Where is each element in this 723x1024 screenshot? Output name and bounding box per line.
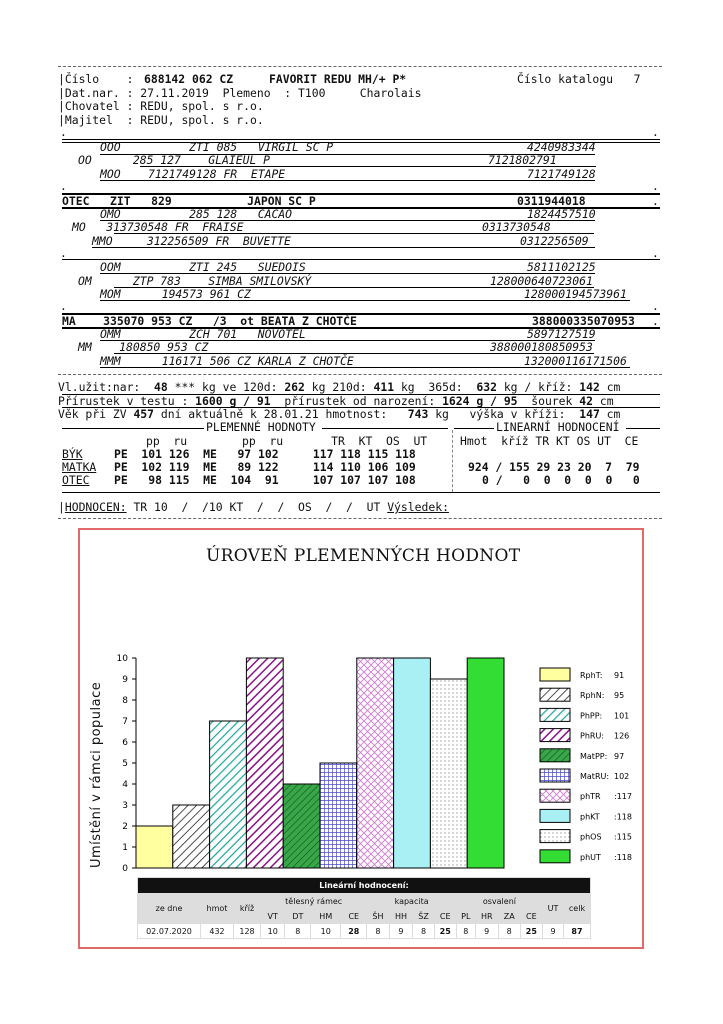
legend-label: MatPP: xyxy=(580,751,608,761)
bar xyxy=(173,805,210,868)
col-weight-header: hmot xyxy=(201,894,234,924)
dot-left: . xyxy=(60,246,67,260)
table-cell: 10 xyxy=(311,924,341,939)
legend-value: 101 xyxy=(614,711,630,721)
owner-line: |Majitel : REDU, spol. s r.o. xyxy=(58,113,264,127)
dot-left: . xyxy=(60,179,67,193)
pedigree-oo: OO 285 127 GLAIEUL P xyxy=(78,153,271,167)
col-date-header: ze dne xyxy=(138,894,201,924)
perf-value: 632 xyxy=(476,380,497,394)
header-number-label: |Číslo : xyxy=(58,72,134,86)
y-tick-label: 2 xyxy=(122,822,128,832)
bar xyxy=(430,679,467,868)
legend-swatch xyxy=(540,749,570,762)
legend-value: 102 xyxy=(614,772,630,781)
perf-label: kg / kříž: xyxy=(503,380,573,394)
pedigree-mmo-id: 0312256509 xyxy=(520,234,589,248)
row-name-matka: MATKA xyxy=(62,460,97,474)
group-frame: tělesný rámec xyxy=(261,894,367,909)
sub-header: PL xyxy=(456,909,475,924)
legend-swatch xyxy=(540,850,570,863)
bar xyxy=(394,658,431,868)
perf-label: kg 210d: xyxy=(311,380,367,394)
table-cell: 8 xyxy=(367,924,389,939)
table-cell: 9 xyxy=(475,924,498,939)
y-tick-label: 4 xyxy=(122,780,128,790)
bar xyxy=(246,658,283,868)
legend-label: phTR xyxy=(580,792,601,802)
dot-right: . xyxy=(652,299,659,313)
table-cell: 02.07.2020 xyxy=(138,924,201,939)
table-cell: 87 xyxy=(564,924,591,939)
sub-header: HM xyxy=(311,909,341,924)
sub-header: HR xyxy=(475,909,498,924)
pedigree-oo-id: 7121802791 xyxy=(488,153,557,167)
pedigree-oom: OOM ZTI 245 SUEDOIS xyxy=(100,260,306,274)
perf-label: cm xyxy=(606,407,621,421)
table-cell: 8 xyxy=(285,924,311,939)
legend-swatch xyxy=(540,830,570,843)
col-ut-header: UT xyxy=(543,894,564,924)
group-capacity: kapacita xyxy=(367,894,457,909)
perf-value: 743 xyxy=(407,407,429,421)
sub-header: CE xyxy=(341,909,367,924)
pedigree-omo-id: 1824457510 xyxy=(527,207,596,221)
lin-header: Hmot kříž TR KT OS UT CE xyxy=(460,434,639,448)
row-name-byk: BÝK xyxy=(62,447,83,461)
dot-left: . xyxy=(60,125,67,139)
perf-value: 411 xyxy=(373,380,395,394)
bar xyxy=(283,784,320,868)
pedigree-oom-id: 5811102125 xyxy=(527,260,596,274)
lin-values-matka: 924 / 155 29 23 20 7 79 xyxy=(468,460,640,474)
sub-header: CE xyxy=(520,909,542,924)
legend-label: phOS xyxy=(580,832,602,842)
sub-header: ZA xyxy=(498,909,520,924)
dot-right: . xyxy=(652,125,659,139)
row-values-matka: PE 102 119 ME 89 122 114 110 106 109 xyxy=(114,460,416,474)
table-cell: 25 xyxy=(520,924,542,939)
perf-label: Věk při ZV xyxy=(58,407,127,421)
col-cross-header: kříž xyxy=(234,894,261,924)
y-tick-label: 8 xyxy=(122,696,128,706)
perf-value: 147 xyxy=(579,407,600,421)
pedigree-mmo: MMO 312256509 FR BUVETTE xyxy=(92,234,291,248)
pedigree-omm-id: 5897127519 xyxy=(527,327,596,341)
legend-swatch xyxy=(540,729,570,742)
dot-right: . xyxy=(652,179,659,193)
pedigree-mom: MOM 194573 961 CZ xyxy=(100,287,251,301)
legend-label: RphT: xyxy=(580,671,603,680)
table-cell: 25 xyxy=(434,924,456,939)
perf-value: 95 xyxy=(503,394,518,408)
sub-header: CE xyxy=(434,909,456,924)
legend-value: 95 xyxy=(614,691,625,701)
pedigree-ooo: OOO ZTI 085 VIRGIL SC P xyxy=(100,140,334,154)
table-title: Lineární hodnocení: xyxy=(138,878,591,894)
pedigree-om-id: 128000640723061 xyxy=(490,274,593,288)
y-tick-label: 1 xyxy=(122,843,128,853)
lin-values-otec: 0 / 0 0 0 0 0 0 xyxy=(482,473,640,487)
legend-label: RphN: xyxy=(580,691,605,701)
breeder-line: |Chovatel : REDU, spol. s r.o. xyxy=(58,99,264,113)
legend-value: :118 xyxy=(614,852,632,862)
dam-id: 388000335070953 xyxy=(532,314,635,328)
bar xyxy=(467,658,504,868)
perf-label: šourek xyxy=(531,394,573,408)
row-values-otec: PE 98 115 ME 104 91 107 107 107 108 xyxy=(114,473,416,487)
result-label: Výsledek: xyxy=(387,500,449,514)
sub-header: ŠH xyxy=(367,909,389,924)
legend-label: PhRU: xyxy=(580,731,605,741)
table-cell: 8 xyxy=(498,924,520,939)
legend-value: :115 xyxy=(614,832,632,842)
perf-label: Přírustek v testu : xyxy=(58,394,189,408)
row-name-otec: OTEC xyxy=(62,473,90,487)
animal-number: 688142 062 CZ xyxy=(144,72,234,86)
perf-label: *** kg ve 120d: xyxy=(174,380,278,394)
dam-line: MA 335070 953 CZ /3 ot BEATA Z CHOTČE xyxy=(62,314,357,328)
pedigree-mo-id: 0313730548 xyxy=(482,220,551,234)
table-cell: 9 xyxy=(389,924,413,939)
pedigree-omo: OMO 285 128 CACAO xyxy=(100,207,293,221)
sub-header: ŠZ xyxy=(413,909,434,924)
sub-header: VT xyxy=(261,909,285,924)
legend-label: PhPP: xyxy=(580,711,603,721)
col-total-header: celk xyxy=(564,894,591,924)
y-tick-label: 0 xyxy=(122,864,128,874)
dot-left: . xyxy=(60,299,67,313)
legend-swatch xyxy=(540,809,570,822)
y-axis-label: Umístění v rámci populace xyxy=(89,681,104,868)
pedigree-mm: MM 180850 953 CZ xyxy=(78,340,209,354)
pedigree-omm: OMM ZCH 701 NOVOTEL xyxy=(100,327,306,341)
perf-label: kg 365d: xyxy=(400,380,463,394)
evaluation-line: |HODNOCEN: TR 10 / /10 KT / / OS / / UT Výsledek: xyxy=(58,500,449,514)
perf-value: 142 xyxy=(579,380,600,394)
y-tick-label: 3 xyxy=(122,801,128,811)
legend-value: 126 xyxy=(614,731,630,741)
animal-name: FAVORIT REDU MH/+ P* xyxy=(269,72,407,86)
legend-swatch xyxy=(540,688,570,701)
evaluation-label: HODNOCEN: xyxy=(64,500,127,514)
evaluation-values: TR 10 / /10 KT / / OS / / UT xyxy=(133,500,381,514)
section-linear: LINEARNÍ HODNOCENÍ xyxy=(496,420,620,434)
table-cell: 10 xyxy=(261,924,285,939)
legend-swatch xyxy=(540,789,570,802)
sub-header: HH xyxy=(389,909,413,924)
birth-breed-line: |Dat.nar. : 27.11.2019 Plemeno : T100 Charolais xyxy=(58,86,422,100)
legend-label: MatRU: xyxy=(580,772,610,781)
legend-value: 97 xyxy=(614,751,625,761)
perf-value: 91 xyxy=(256,394,271,408)
legend-swatch xyxy=(540,769,570,782)
bar xyxy=(136,826,173,868)
catalog-number: Číslo katalogu 7 xyxy=(517,72,641,86)
y-tick-label: 6 xyxy=(122,738,128,748)
pedigree-mo: MO 313730548 FR FRAISE xyxy=(72,220,244,234)
table-cell: 8 xyxy=(413,924,434,939)
table-cell: 432 xyxy=(201,924,234,939)
legend-label: phKT xyxy=(580,812,600,822)
dot-right: . xyxy=(652,246,659,260)
pedigree-mmm: MMM 116171 506 CZ KARLA Z CHOTČE xyxy=(100,354,354,368)
y-tick-label: 5 xyxy=(122,759,128,769)
perf-value: 1600 g / xyxy=(195,394,251,408)
pedigree-mom-id: 128000194573961 xyxy=(524,287,627,301)
pedigree-moo: MOO 7121749128 FR ETAPE xyxy=(100,167,286,181)
perf-value: 262 xyxy=(284,380,305,394)
linear-evaluation-table xyxy=(137,877,591,939)
perf-value: 457 xyxy=(133,407,155,421)
bar xyxy=(210,721,247,868)
table-cell: 28 xyxy=(341,924,367,939)
pedigree-om: OM ZTP 783 SIMBA SMILOVSKÝ xyxy=(78,274,312,288)
y-tick-label: 7 xyxy=(122,717,128,727)
pedigree-ooo-id: 4240983344 xyxy=(527,140,596,154)
perf-label: Vl.užit:nar: xyxy=(58,380,141,394)
perf-label: cm xyxy=(599,394,614,408)
pedigree-mm-id: 388000180850953 xyxy=(490,340,593,354)
sub-header: DT xyxy=(285,909,311,924)
bv-header: pp ru pp ru TR KT OS UT xyxy=(146,434,428,448)
legend-value: :118 xyxy=(614,812,632,822)
legend-swatch xyxy=(540,668,570,681)
table-cell: 8 xyxy=(456,924,475,939)
dot-right: . xyxy=(652,314,659,328)
sire-id: 0311944018 xyxy=(517,194,586,208)
legend-swatch xyxy=(540,708,570,721)
y-tick-label: 10 xyxy=(116,654,128,664)
sire-line: OTEC ZIT 829 JAPON SC P xyxy=(62,194,316,208)
table-cell: 9 xyxy=(543,924,564,939)
bar xyxy=(357,658,394,868)
perf-label: kg výška v kříži: xyxy=(435,407,566,421)
row-values-byk: PE 101 126 ME 97 102 117 118 115 118 xyxy=(114,447,416,461)
chart-title: ÚROVEŇ PLEMENNÝCH HODNOT xyxy=(206,546,521,566)
perf-value: 42 xyxy=(579,394,593,408)
legend-label: phUT xyxy=(580,852,601,862)
perf-value: 1624 g / xyxy=(442,394,497,408)
pedigree-moo-id: 7121749128 xyxy=(527,167,596,181)
pedigree-mmm-id: 132000116171506 xyxy=(524,354,627,368)
perf-value: 48 xyxy=(154,380,168,394)
dot-right: . xyxy=(652,194,659,208)
y-tick-label: 9 xyxy=(122,675,128,685)
perf-label: cm xyxy=(606,380,621,394)
legend-value: 91 xyxy=(614,671,625,680)
perf-label: dní aktuálně k 28.01.21 hmotnost: xyxy=(160,407,388,421)
perf-label: přírustek od narození: xyxy=(284,394,436,408)
group-muscling: osvalení xyxy=(456,894,542,909)
section-breeding-values: PLEMENNÉ HODNOTY xyxy=(206,420,316,434)
legend-value: :117 xyxy=(614,792,632,802)
bar xyxy=(320,763,357,868)
table-cell: 128 xyxy=(234,924,261,939)
